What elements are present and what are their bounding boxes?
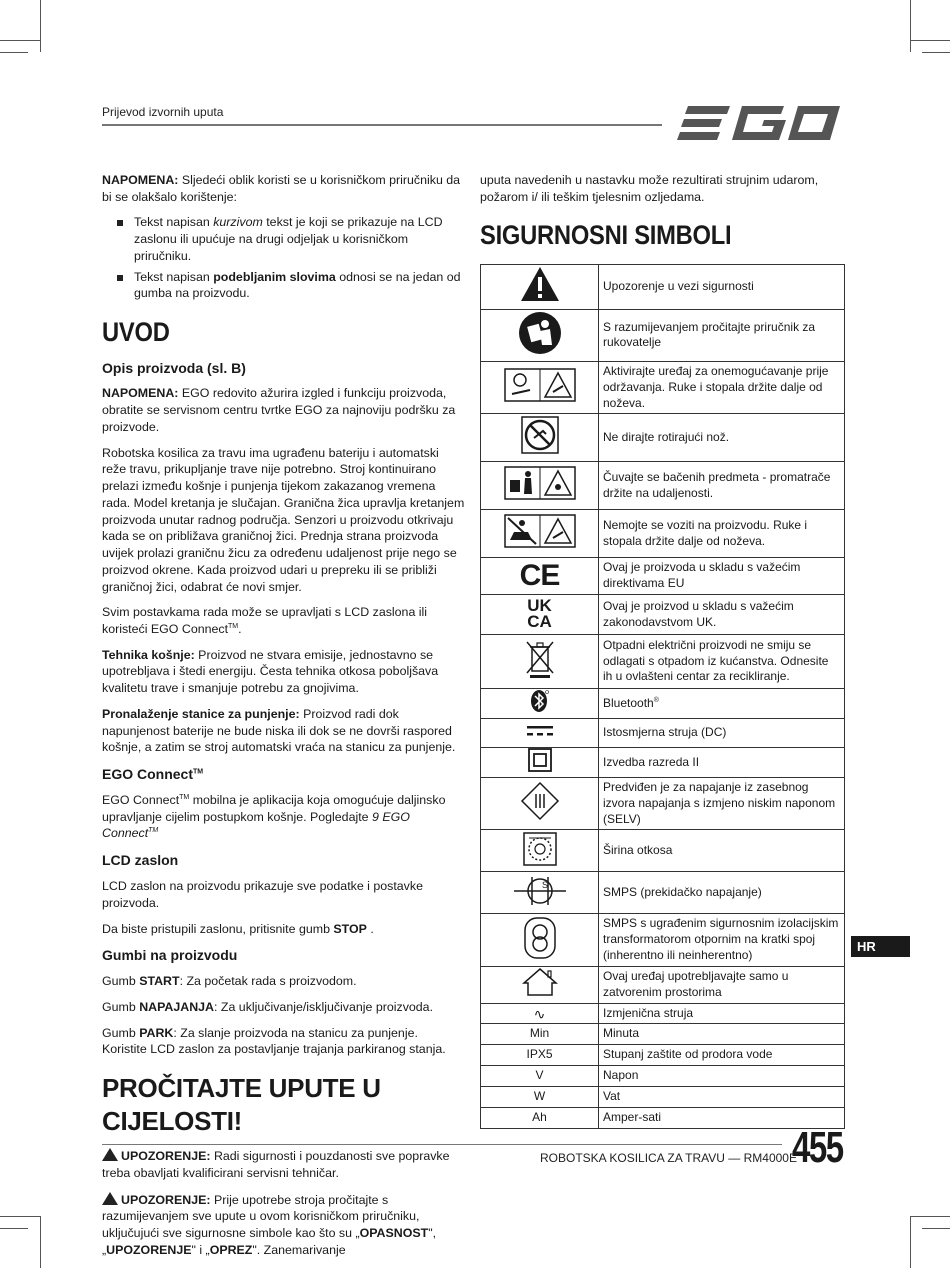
table-row xyxy=(481,830,845,872)
note-paragraph: NAPOMENA: EGO redovito ažurira izgled i funkciju proizvoda, obratite se servisnom centru tvrtke EGO za najnoviju podršku za proizvode. xyxy=(102,386,456,434)
table-row xyxy=(481,966,845,1003)
read-manual-icon xyxy=(518,311,562,355)
thrown-objects-icon xyxy=(504,466,576,500)
right-column xyxy=(480,172,845,1129)
symbol-label: IPX5 xyxy=(481,1045,599,1066)
table-row xyxy=(481,914,845,966)
lcd-paragraph: LCD zaslon na proizvodu prikazuje sve podatke i postavke proizvoda. xyxy=(102,879,423,910)
symbol-description: Istosmjerna struja (DC) xyxy=(599,719,845,748)
symbol-description: Bluetooth® xyxy=(599,689,845,719)
table-row xyxy=(481,689,845,719)
symbol-description: Izmjenična struja xyxy=(599,1003,845,1024)
left-column xyxy=(102,172,466,1268)
disable-device-icon xyxy=(504,368,576,402)
symbol-description: Stupanj zaštite od prodora vode xyxy=(599,1045,845,1066)
footer-product-name: ROBOTSKA KOSILICA ZA TRAVU — RM4000E xyxy=(540,1151,797,1165)
settings-paragraph: Svim postavkama rada može se upravljati s LCD zaslona ili koristeći EGO Connect™. xyxy=(102,605,428,636)
crop-mark xyxy=(910,1216,911,1268)
indoor-use-icon xyxy=(522,967,558,997)
list-item: Tekst napisan podebljanim slovima odnosi se na jedan od gumba na proizvodu. xyxy=(102,269,466,302)
robot-description: Robotska kosilica za travu ima ugrađenu bateriju i automatski reže travu, prikupljanje trave nije potrebno. Stroj kontinuirano prelazi između košnje i punjenja tijekom zakazanog vremena rada. Model kretanja je slučajan. Granična žica upravlja kretanjem proizvoda unutar radnog područja. Senzori u proizvodu otkrivaju kada se on približava graničnoj žici. Prednja strana proizvoda uvijek prolazi graničnu žicu za određenu udaljenost prije nego se proizvod okrene. Kada proizvod udari u prepreku ili se približi graničnoj žici, odabrat će novi smjer. xyxy=(102,445,465,594)
crop-mark xyxy=(0,1216,40,1217)
smps-isolating-icon xyxy=(522,916,558,960)
table-row xyxy=(481,1086,845,1107)
warning-paragraph: UPOZORENJE: Radi sigurnosti i pouzdanosti sve popravke treba obavljati kvalificirani servisni tehničar. xyxy=(102,1149,450,1180)
table-row xyxy=(481,635,845,689)
symbol-description: SMPS s ugrađenim sigurnosnim izolacijskim transformatorom otpornim na kratki spoj (inherentno ili neinherentno) xyxy=(599,914,845,966)
table-row xyxy=(481,462,845,510)
ukca-mark-icon: UK CA xyxy=(527,595,552,631)
crop-mark xyxy=(40,1216,41,1268)
header-rule xyxy=(102,124,662,126)
svg-text:EGO: EGO xyxy=(672,100,675,101)
warning-icon xyxy=(102,1192,118,1205)
symbol-description: Izvedba razreda II xyxy=(599,748,845,778)
safety-symbols-table xyxy=(480,264,845,1129)
crop-mark xyxy=(0,1228,28,1229)
subheading-opis: Opis proizvoda (sl. B) xyxy=(102,359,246,376)
language-tab: HR xyxy=(851,936,910,957)
page-number: 455 xyxy=(792,1123,843,1172)
bluetooth-icon xyxy=(531,689,549,713)
table-row xyxy=(481,1024,845,1045)
warning-paragraph: UPOZORENJE: Prije upotrebe stroja pročitajte s razumijevanjem sve upute u ovom korisničkom priručniku, uključujući sve sigurnosne simbole kao što su „OPASNOST", „UPOZORENJE" i „OPREZ". Zanemarivanje xyxy=(102,1192,437,1257)
crop-mark xyxy=(910,1216,950,1217)
ego-logo xyxy=(672,100,844,146)
symbol-description: Minuta xyxy=(599,1024,845,1045)
table-row xyxy=(481,309,845,361)
table-row xyxy=(481,1003,845,1024)
table-row xyxy=(481,872,845,914)
crop-mark xyxy=(0,52,28,53)
charging-station-paragraph: Pronalaženje stanice za punjenje: Proizvod radi dok napunjenost baterije ne bude niska ili dok se ne dovrši raspored košnje, a zatim se stroj automatski vraća na stanicu za punjenje. xyxy=(102,706,456,755)
power-button-desc: Gumb NAPAJANJA: Za uključivanje/isključivanje proizvoda. xyxy=(102,999,434,1014)
header-title: Prijevod izvornih uputa xyxy=(102,105,224,119)
ego-connect-paragraph: EGO Connect™ mobilna je aplikacija koja omogućuje daljinsko upravljanje cijelim postupkom košnje. Pogledajte 9 EGO Connect™ xyxy=(102,793,446,841)
warning-icon xyxy=(102,1148,118,1161)
svg-text:S: S xyxy=(541,879,548,890)
lcd-access-paragraph: Da biste pristupili zaslonu, pritisnite gumb STOP . xyxy=(102,921,374,936)
symbol-description: Ovaj uređaj upotrebljavajte samo u zatvorenim prostorima xyxy=(599,966,845,1003)
crop-mark xyxy=(922,1228,950,1229)
symbol-label: Ah xyxy=(481,1107,599,1128)
weee-bin-icon xyxy=(525,639,555,679)
subheading-ego-connect: EGO Connect™ xyxy=(102,766,204,783)
table-row xyxy=(481,1045,845,1066)
symbol-description: Ovaj je proizvoda u skladu s važećim direktivama EU xyxy=(599,558,845,595)
symbol-description: SMPS (prekidačko napajanje) xyxy=(599,872,845,914)
table-row xyxy=(481,1107,845,1128)
table-row xyxy=(481,558,845,595)
symbol-label: V xyxy=(481,1066,599,1087)
selv-icon xyxy=(520,781,560,821)
class-ii-icon xyxy=(528,748,552,772)
direct-current-icon xyxy=(527,725,553,737)
crop-mark xyxy=(910,40,950,41)
section-heading-simboli: SIGURNOSNI SIMBOLI xyxy=(480,220,732,251)
symbol-description: S razumijevanjem pročitajte priručnik za rukovatelje xyxy=(599,309,845,361)
warning-triangle-icon xyxy=(519,265,561,303)
section-heading-procitajte: PROČITAJTE UPUTE U CIJELOSTI! xyxy=(102,1073,381,1136)
mowing-technique-paragraph: Tehnika košnje: Proizvod ne stvara emisije, jednostavno se upotrebljava i štedi energiju. Česta tehnika otkosa poboljšava kvalitetu trave i smanjuje potrebu za gnojivima. xyxy=(102,647,439,696)
alternating-current-icon: ∿ xyxy=(481,1003,599,1024)
table-row xyxy=(481,595,845,635)
table-row xyxy=(481,264,845,309)
crop-mark xyxy=(922,52,950,53)
list-item: Tekst napisan kurzivom tekst je koji se prikazuje na LCD zaslonu ili upućuje na drugi odjeljak u korisničkom priručniku. xyxy=(102,214,466,264)
symbol-description: Ne dirajte rotirajući nož. xyxy=(599,414,845,462)
symbol-description: Nemojte se voziti na proizvodu. Ruke i stopala držite dalje od noževa. xyxy=(599,510,845,558)
table-row xyxy=(481,414,845,462)
symbol-description: Upozorenje u vezi sigurnosti xyxy=(599,264,845,309)
no-touch-blade-icon xyxy=(521,416,559,454)
subheading-gumbi: Gumbi na proizvodu xyxy=(102,947,238,964)
table-row xyxy=(481,719,845,748)
table-row xyxy=(481,778,845,830)
symbol-label: Min xyxy=(481,1024,599,1045)
symbol-description: Napon xyxy=(599,1066,845,1087)
symbol-label: W xyxy=(481,1086,599,1107)
table-row xyxy=(481,1066,845,1087)
crop-mark xyxy=(40,0,41,52)
symbol-description: Čuvajte se bačenih predmeta - promatrače držite na udaljenosti. xyxy=(599,462,845,510)
ce-mark-icon: CE xyxy=(519,559,560,593)
section-heading-uvod: UVOD xyxy=(102,317,170,348)
cutting-width-icon xyxy=(523,832,557,866)
symbol-description: Širina otkosa xyxy=(599,830,845,872)
smps-icon xyxy=(512,874,568,908)
bullet-list xyxy=(102,214,466,302)
symbol-description: Ovaj je proizvod u skladu s važećim zakonodavstvom UK. xyxy=(599,595,845,635)
note-paragraph: NAPOMENA: Sljedeći oblik koristi se u korisničkom priručniku da bi se olakšalo korištenje: xyxy=(102,173,461,204)
crop-mark xyxy=(910,0,911,52)
start-button-desc: Gumb START: Za početak rada s proizvodom. xyxy=(102,974,357,989)
table-row xyxy=(481,748,845,778)
symbol-description: Amper-sati xyxy=(599,1107,845,1128)
symbol-description: Otpadni električni proizvodi ne smiju se odlagati s otpadom iz kućanstva. Odnesite ih u ovlašteni centar za recikliranje. xyxy=(599,635,845,689)
park-button-desc: Gumb PARK: Za slanje proizvoda na stanicu za punjenje. Koristite LCD zaslon za postavljanje trajanja parkiranog stanja. xyxy=(102,1025,446,1057)
continued-paragraph: uputa navedenih u nastavku može rezultirati strujnim udarom, požarom i/ ili teškim tjelesnim ozljedama. xyxy=(480,173,819,204)
symbol-description: Predviđen je za napajanje iz zasebnog izvora napajanja s izmjeno niskim naponom (SELV) xyxy=(599,778,845,830)
no-riding-icon xyxy=(504,514,576,548)
subheading-lcd: LCD zaslon xyxy=(102,852,179,869)
symbol-description: Vat xyxy=(599,1086,845,1107)
table-row xyxy=(481,361,845,413)
footer-rule xyxy=(102,1144,782,1145)
table-row xyxy=(481,510,845,558)
symbol-description: Aktivirajte uređaj za onemogućavanje prije održavanja. Ruke i stopala držite dalje od noževa. xyxy=(599,361,845,413)
crop-mark xyxy=(0,40,40,41)
